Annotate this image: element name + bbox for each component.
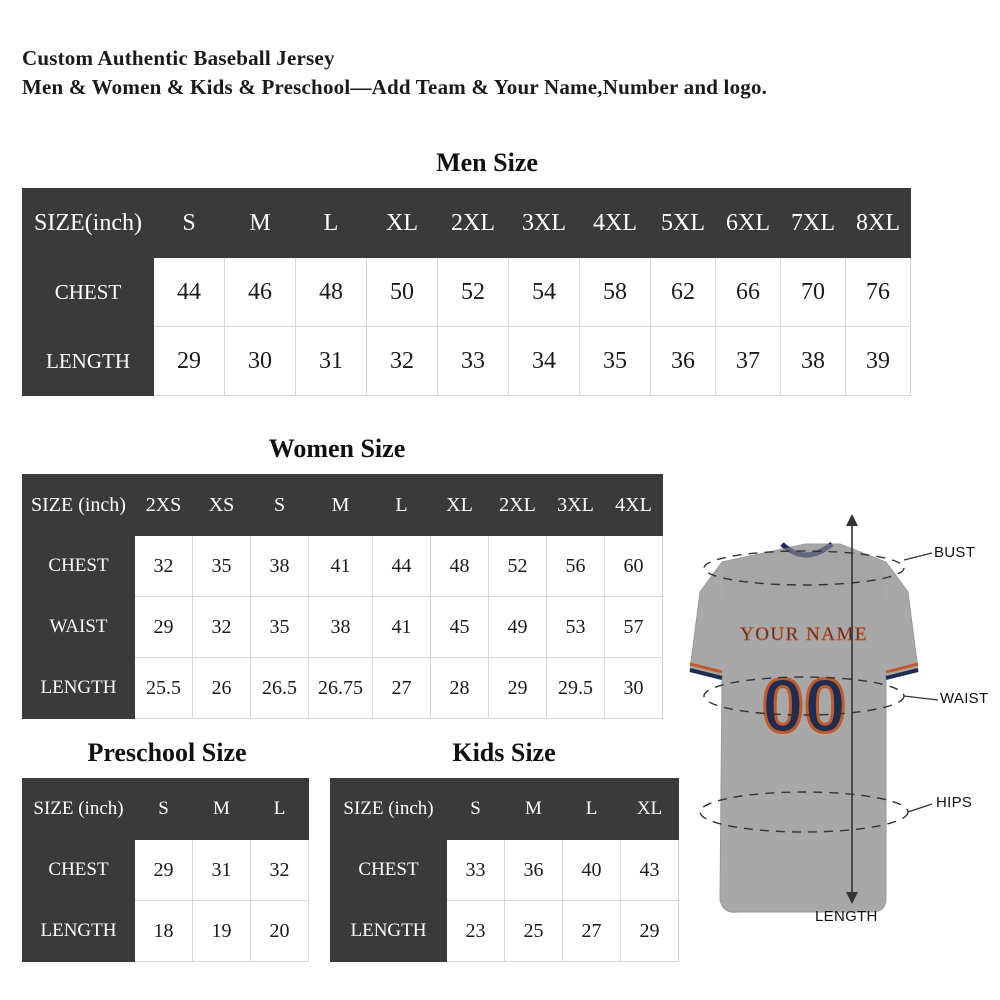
women-chest-7: 56 xyxy=(547,536,605,597)
women-col-0: SIZE (inch) xyxy=(23,475,135,536)
women-waist-1: 32 xyxy=(193,597,251,658)
kids-col-3: L xyxy=(563,779,621,840)
women-col-9: 4XL xyxy=(605,475,663,536)
kids-chest-1: 36 xyxy=(505,840,563,901)
men-chest-0: 44 xyxy=(154,258,225,327)
kids-chest-2: 40 xyxy=(563,840,621,901)
kids-size-title: Kids Size xyxy=(452,738,556,767)
preschool-col-1: S xyxy=(135,779,193,840)
women-row-label-waist: WAIST xyxy=(23,597,135,658)
kids-chest-0: 33 xyxy=(447,840,505,901)
length-label: LENGTH xyxy=(815,908,878,925)
women-col-2: XS xyxy=(193,475,251,536)
jersey-diagram xyxy=(660,500,990,940)
jersey-illustration xyxy=(660,500,990,940)
men-col-1: S xyxy=(154,189,225,258)
women-size-title: Women Size xyxy=(268,434,406,463)
women-chest-5: 48 xyxy=(431,536,489,597)
preschool-row-label-length: LENGTH xyxy=(23,901,135,962)
men-col-8: 5XL xyxy=(651,189,716,258)
women-length-4: 27 xyxy=(373,658,431,719)
title-line-2: Men & Women & Kids & Preschool—Add Team & Your Name,Number and logo. xyxy=(22,75,768,99)
men-chest-8: 66 xyxy=(716,258,781,327)
table-row xyxy=(331,779,679,840)
women-length-1: 26 xyxy=(193,658,251,719)
women-chest-6: 52 xyxy=(489,536,547,597)
women-waist-6: 49 xyxy=(489,597,547,658)
men-length-5: 34 xyxy=(509,327,580,396)
kids-length-1: 25 xyxy=(505,901,563,962)
women-size-table xyxy=(22,474,663,719)
preschool-length-1: 19 xyxy=(193,901,251,962)
men-chest-5: 54 xyxy=(509,258,580,327)
women-row-label-length: LENGTH xyxy=(23,658,135,719)
table-row xyxy=(23,658,663,719)
men-col-9: 6XL xyxy=(716,189,781,258)
men-chest-4: 52 xyxy=(438,258,509,327)
women-waist-2: 35 xyxy=(251,597,309,658)
women-col-8: 3XL xyxy=(547,475,605,536)
women-col-6: XL xyxy=(431,475,489,536)
page-title xyxy=(22,44,972,102)
preschool-row-label-chest: CHEST xyxy=(23,840,135,901)
women-length-0: 25.5 xyxy=(135,658,193,719)
table-row xyxy=(331,901,679,962)
men-chest-6: 58 xyxy=(580,258,651,327)
women-row-label-chest: CHEST xyxy=(23,536,135,597)
jersey-number-text: 00 xyxy=(761,664,847,749)
women-chest-0: 32 xyxy=(135,536,193,597)
women-chest-3: 41 xyxy=(309,536,373,597)
men-col-3: L xyxy=(296,189,367,258)
women-chest-4: 44 xyxy=(373,536,431,597)
men-chest-7: 62 xyxy=(651,258,716,327)
waist-leader-line xyxy=(904,696,938,700)
waist-label: WAIST xyxy=(940,690,989,707)
preschool-size-title: Preschool Size xyxy=(87,738,247,767)
table-row xyxy=(23,536,663,597)
kids-length-0: 23 xyxy=(447,901,505,962)
men-length-3: 32 xyxy=(367,327,438,396)
men-length-2: 31 xyxy=(296,327,367,396)
table-row xyxy=(23,597,663,658)
men-chest-9: 70 xyxy=(781,258,846,327)
preschool-col-3: L xyxy=(251,779,309,840)
women-length-7: 29.5 xyxy=(547,658,605,719)
women-waist-4: 41 xyxy=(373,597,431,658)
women-col-7: 2XL xyxy=(489,475,547,536)
men-length-9: 38 xyxy=(781,327,846,396)
men-size-title: Men Size xyxy=(436,148,538,177)
title-line-1: Custom Authentic Baseball Jersey xyxy=(22,46,335,70)
men-chest-3: 50 xyxy=(367,258,438,327)
table-row xyxy=(331,840,679,901)
men-chest-2: 48 xyxy=(296,258,367,327)
men-length-6: 35 xyxy=(580,327,651,396)
men-length-0: 29 xyxy=(154,327,225,396)
preschool-chest-1: 31 xyxy=(193,840,251,901)
women-chest-1: 35 xyxy=(193,536,251,597)
kids-chest-3: 43 xyxy=(621,840,679,901)
women-waist-8: 57 xyxy=(605,597,663,658)
hips-label: HIPS xyxy=(936,794,973,811)
kids-length-2: 27 xyxy=(563,901,621,962)
table-row xyxy=(23,189,911,258)
women-waist-3: 38 xyxy=(309,597,373,658)
men-col-2: M xyxy=(225,189,296,258)
men-row-label-length: LENGTH xyxy=(23,327,154,396)
table-row xyxy=(23,327,911,396)
preschool-col-0: SIZE (inch) xyxy=(23,779,135,840)
preschool-col-2: M xyxy=(193,779,251,840)
men-row-label-chest: CHEST xyxy=(23,258,154,327)
women-waist-7: 53 xyxy=(547,597,605,658)
kids-col-2: M xyxy=(505,779,563,840)
women-length-3: 26.75 xyxy=(309,658,373,719)
preschool-length-0: 18 xyxy=(135,901,193,962)
hips-leader-line xyxy=(908,804,932,812)
men-length-8: 37 xyxy=(716,327,781,396)
women-col-4: M xyxy=(309,475,373,536)
men-length-4: 33 xyxy=(438,327,509,396)
men-col-6: 3XL xyxy=(509,189,580,258)
men-chest-10: 76 xyxy=(846,258,911,327)
table-row xyxy=(23,901,309,962)
women-chest-2: 38 xyxy=(251,536,309,597)
women-waist-0: 29 xyxy=(135,597,193,658)
kids-col-4: XL xyxy=(621,779,679,840)
bust-label: BUST xyxy=(934,544,976,561)
women-waist-5: 45 xyxy=(431,597,489,658)
table-row xyxy=(23,779,309,840)
men-col-0: SIZE(inch) xyxy=(23,189,154,258)
men-col-4: XL xyxy=(367,189,438,258)
preschool-size-table xyxy=(22,778,309,962)
kids-col-0: SIZE (inch) xyxy=(331,779,447,840)
men-col-5: 2XL xyxy=(438,189,509,258)
men-col-10: 7XL xyxy=(781,189,846,258)
preschool-length-2: 20 xyxy=(251,901,309,962)
women-length-8: 30 xyxy=(605,658,663,719)
men-length-7: 36 xyxy=(651,327,716,396)
women-chest-8: 60 xyxy=(605,536,663,597)
men-length-1: 30 xyxy=(225,327,296,396)
men-col-11: 8XL xyxy=(846,189,911,258)
women-length-5: 28 xyxy=(431,658,489,719)
women-length-6: 29 xyxy=(489,658,547,719)
women-col-1: 2XS xyxy=(135,475,193,536)
kids-row-label-length: LENGTH xyxy=(331,901,447,962)
kids-col-1: S xyxy=(447,779,505,840)
kids-length-3: 29 xyxy=(621,901,679,962)
table-row xyxy=(23,258,911,327)
women-length-2: 26.5 xyxy=(251,658,309,719)
preschool-chest-0: 29 xyxy=(135,840,193,901)
jersey-shading xyxy=(722,544,886,600)
men-chest-1: 46 xyxy=(225,258,296,327)
bust-leader-line xyxy=(904,553,932,560)
jersey-name-text: YOUR NAME xyxy=(739,624,869,645)
men-length-10: 39 xyxy=(846,327,911,396)
preschool-chest-2: 32 xyxy=(251,840,309,901)
table-row xyxy=(23,475,663,536)
kids-row-label-chest: CHEST xyxy=(331,840,447,901)
women-col-3: S xyxy=(251,475,309,536)
women-col-5: L xyxy=(373,475,431,536)
men-col-7: 4XL xyxy=(580,189,651,258)
men-size-table xyxy=(22,188,911,396)
kids-size-table xyxy=(330,778,679,962)
table-row xyxy=(23,840,309,901)
